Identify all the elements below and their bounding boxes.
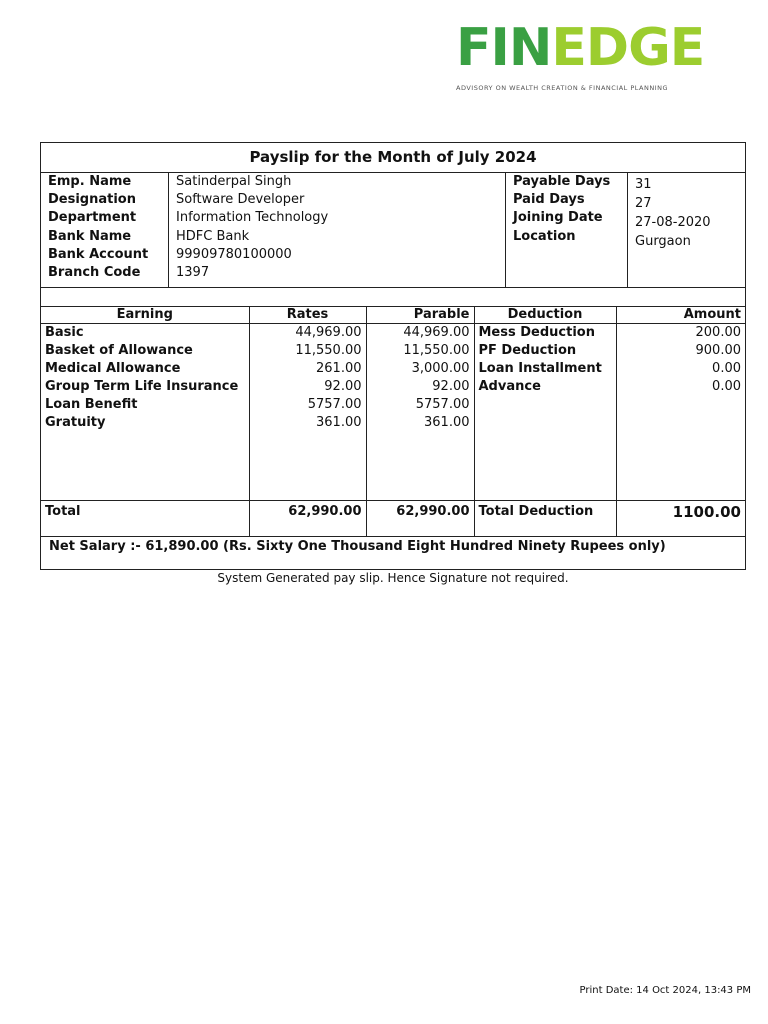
value-bank-account: 99909780100000 [176, 246, 292, 262]
earning-name: Medical Allowance [41, 360, 249, 378]
label-joining-date: Joining Date [513, 210, 603, 226]
table-row [41, 324, 745, 343]
table-filler-row [41, 432, 745, 501]
earning-rate: 11,550.00 [249, 342, 366, 360]
deduction-name: Mess Deduction [474, 324, 616, 343]
deduction-name [474, 396, 616, 414]
earning-parable: 361.00 [366, 414, 474, 432]
employee-labels [41, 173, 169, 287]
earning-rate: 5757.00 [249, 396, 366, 414]
earning-rate: 92.00 [249, 378, 366, 396]
logo-edge: EDGE [551, 18, 705, 78]
deduction-name: Loan Installment [474, 360, 616, 378]
header-earning: Earning [41, 307, 249, 324]
earning-name: Basic [41, 324, 249, 343]
earning-parable: 44,969.00 [366, 324, 474, 343]
table-row [41, 360, 745, 378]
header-parable: Parable [366, 307, 474, 324]
logo-wordmark [456, 18, 705, 78]
table-row [41, 396, 745, 414]
label-bank-account: Bank Account [48, 246, 149, 262]
label-location: Location [513, 228, 576, 244]
earning-parable: 3,000.00 [366, 360, 474, 378]
table-row [41, 414, 745, 432]
earning-rate: 44,969.00 [249, 324, 366, 343]
total-deduction-amount: 1100.00 [616, 501, 745, 537]
label-bank-name: Bank Name [48, 228, 132, 244]
table-header-row [41, 307, 745, 324]
deduction-amount: 200.00 [695, 325, 741, 340]
header-amount: Amount [616, 307, 745, 324]
logo-fin: FIN [456, 18, 552, 78]
value-payable-days: 31 [635, 177, 652, 192]
label-payable-days: Payable Days [513, 174, 611, 189]
value-bank-name: HDFC Bank [176, 228, 250, 244]
employee-values [169, 173, 506, 287]
deduction-amount [616, 414, 745, 432]
deduction-amount: 0.00 [712, 361, 741, 376]
payslip [40, 142, 746, 570]
system-generated-note: System Generated pay slip. Hence Signature not required. [217, 571, 569, 585]
value-branch-code: 1397 [176, 264, 210, 280]
value-designation: Software Developer [176, 192, 305, 208]
deduction-amount: 0.00 [712, 379, 741, 394]
earning-name: Gratuity [41, 414, 249, 432]
table-total-row [41, 501, 745, 537]
table-row [41, 378, 745, 396]
header-deduction: Deduction [474, 307, 616, 324]
deduction-name: PF Deduction [474, 342, 616, 360]
section-spacer [41, 288, 745, 307]
value-joining-date: 27-08-2020 [635, 215, 711, 230]
label-department: Department [48, 210, 137, 226]
label-paid-days: Paid Days [513, 192, 585, 208]
value-location: Gurgaon [635, 234, 691, 249]
earning-rate: 261.00 [249, 360, 366, 378]
total-rates: 62,990.00 [249, 501, 366, 537]
company-logo [456, 18, 705, 98]
label-designation: Designation [48, 192, 136, 208]
attendance-labels [506, 173, 628, 287]
earning-name: Basket of Allowance [41, 342, 249, 360]
value-department: Information Technology [176, 210, 329, 226]
label-branch-code: Branch Code [48, 264, 141, 280]
total-parable: 62,990.00 [366, 501, 474, 537]
deduction-amount: 900.00 [695, 343, 741, 358]
attendance-values [628, 173, 745, 287]
value-emp-name: Satinderpal Singh [176, 174, 292, 189]
earning-parable: 11,550.00 [366, 342, 474, 360]
table-row [41, 342, 745, 360]
label-emp-name: Emp. Name [48, 174, 132, 189]
total-deduction-label: Total Deduction [474, 501, 616, 537]
earning-parable: 5757.00 [366, 396, 474, 414]
employee-info [41, 173, 745, 288]
earning-name: Loan Benefit [41, 396, 249, 414]
earning-rate: 361.00 [249, 414, 366, 432]
net-salary: Net Salary :- 61,890.00 (Rs. Sixty One Thousand Eight Hundred Ninety Rupees only) [41, 536, 745, 569]
earning-parable: 92.00 [366, 378, 474, 396]
total-label: Total [41, 501, 249, 537]
header-rates: Rates [249, 307, 366, 324]
earning-name: Group Term Life Insurance [41, 378, 249, 396]
value-paid-days: 27 [635, 196, 652, 211]
deduction-name: Advance [474, 378, 616, 396]
deduction-name [474, 414, 616, 432]
deduction-amount [616, 396, 745, 414]
earnings-deductions-table [41, 307, 745, 536]
logo-tagline: ADVISORY ON WEALTH CREATION & FINANCIAL PLANNING [456, 84, 669, 92]
print-date: Print Date: 14 Oct 2024, 13:43 PM [579, 985, 751, 996]
payslip-title: Payslip for the Month of July 2024 [41, 143, 745, 173]
